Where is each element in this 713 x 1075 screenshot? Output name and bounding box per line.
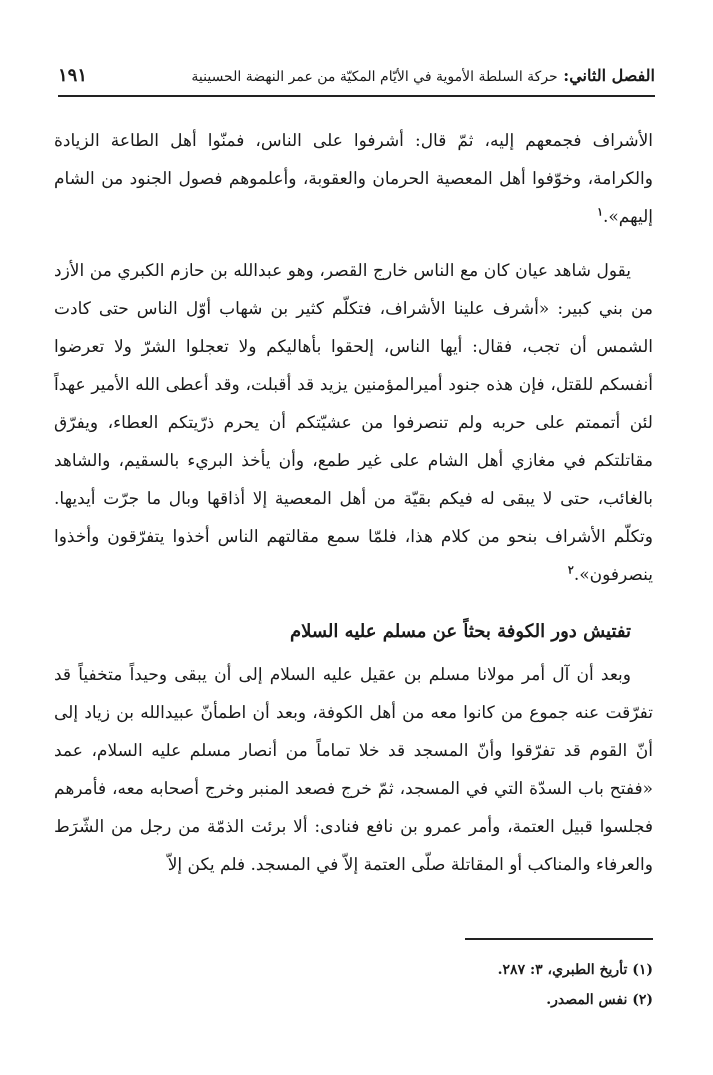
section-paragraph: وبعد أن آل أمر مولانا مسلم بن عقيل عليه السلام إلى أن يبقى وحيداً متخفياً قد تفرّقت عنه جموع من كانوا معه من أهل الكوفة، وبعد أن اطمأنّ عبيدالله بن زياد إلى أنّ القوم قد تفرّقوا وأنّ المسجد قد خلا تماماً من أنصار مسلم عليه السلام، عمد «ففتح باب السدّة التي في المسجد، ثمّ خرج فصعد المنبر وخرج أصحابه معه، فأمرهم فجلسوا قبيل العتمة، وأمر عمرو بن نافع فنادى: ألا برئت الذمّة من رجل من الشّرَط والعرفاء والمناكب أو المقاتلة صلّى العتمة إلاّ في المسجد. فلم يكن إلاّ	[54, 665, 653, 875]
page-number: ١٩١	[58, 64, 88, 86]
running-header	[58, 58, 655, 92]
footnote-2: (٢) نفس المصدر.	[546, 992, 653, 1008]
chapter-subtitle: حركة السلطة الأموية في الأيّام المكيّة من عمر النهضة الحسينية	[191, 68, 558, 85]
footnote-ref-2: ٢	[567, 563, 574, 577]
main-text	[54, 122, 653, 884]
footnote-ref-1: ١	[597, 205, 603, 219]
footnotes	[60, 955, 653, 1015]
footnote-divider	[465, 938, 653, 940]
running-title	[191, 66, 655, 85]
paragraph-2-text: يقول شاهد عيان كان مع الناس خارج القصر، وهو عبدالله بن حازم الكبري من الأزد من بني كبير: «أشرف علينا الأشراف، فتكلّم كثير بن شهاب أوّل الناس حتى كادت الشمس أن تجب، فقال: أيها الناس، إلحقوا بأهاليكم ولا تعجلوا الشرّ ولا تعرضوا أنفسكم للقتل، فإن هذه جنود أميرالمؤمنين يزيد قد أقبلت، وقد أعطى الله الأمير عهداً لئن أتممتم على حربه ولم تنصرفوا من عشيّتكم أن يحرم ذرّيتكم العطاء، ويفرّق مقاتلتكم في مغازي أهل الشام على غير طمع، وأن يأخذ البريء بالسقيم، والشاهد بالغائب، حتى لا يبقى له فيكم بقيّة من أهل المعصية إلا أذاقها وبال ما جرّت أيديها. وتكلّم الأشراف بنحو من كلام هذا، فلمّا سمع مقالتهم الناس أخذوا يتفرّقون وأخذوا ينصرفون».	[54, 261, 653, 585]
paragraph-2	[54, 252, 653, 594]
section-heading: تفتيش دور الكوفة بحثاً عن مسلم عليه السلام	[289, 621, 631, 642]
header-divider	[58, 95, 655, 97]
footnote-1: (١) تأريخ الطبري، ٣: ٢٨٧.	[497, 962, 653, 978]
chapter-label: الفصل الثاني:	[563, 65, 655, 85]
paragraph-1-text: الأشراف فجمعهم إليه، ثمّ قال: أشرفوا على الناس، فمنّوا أهل الطاعة الزيادة والكرامة، وخوّفوا أهل المعصية الحرمان والعقوبة، وأعلموهم فصول الجنود من الشام إليهم».	[54, 131, 653, 227]
paragraph-1	[54, 122, 653, 236]
